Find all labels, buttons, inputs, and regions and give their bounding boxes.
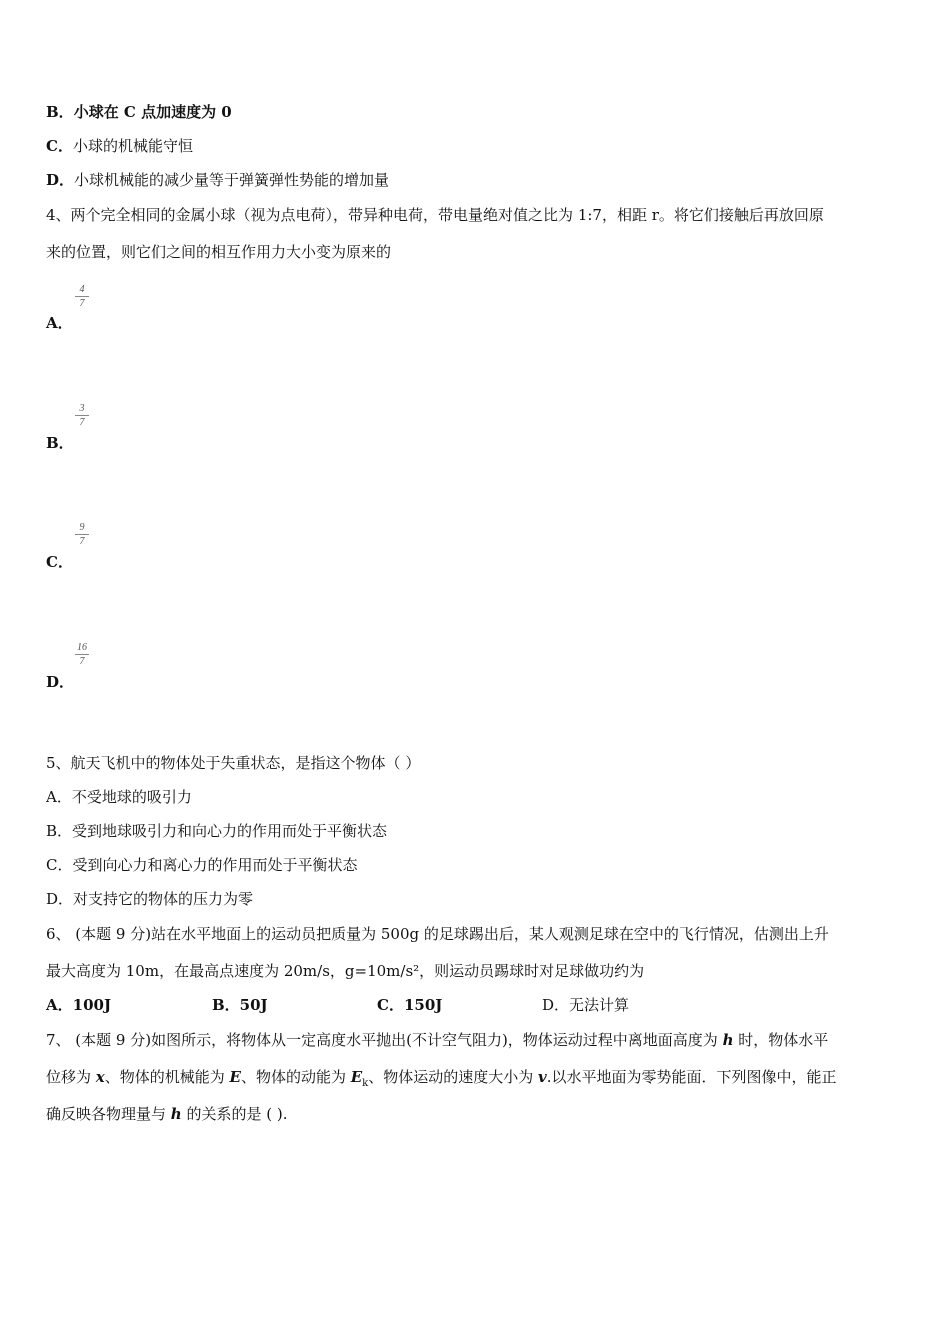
q6-option-a: A．100J (46, 996, 112, 1014)
q3-option-b (46, 102, 232, 122)
variable-e: E (229, 1068, 241, 1086)
option-label: B． (46, 103, 74, 121)
q7-text: 、物体运动的速度大小为 (368, 1068, 539, 1086)
q7-text: 时，物体水平 (733, 1031, 829, 1049)
q4-stem-line2: 来的位置，则它们之间的相互作用力大小变为原来的 (46, 243, 392, 261)
q6-stem-line1: 6、 (本题 9 分)站在水平地面上的运动员把质量为 500g 的足球踢出后，某人观测足球在空中的飞行情况，估测出上升 (46, 925, 829, 943)
variable-h: h (170, 1105, 182, 1123)
q3-option-d (46, 170, 389, 190)
q6-option-c: C．150J (377, 996, 443, 1014)
q4-option-c-fraction (72, 522, 92, 547)
fraction-denominator: 7 (79, 298, 85, 309)
variable-x: x (95, 1068, 105, 1086)
q7-text: 位移为 (46, 1068, 96, 1086)
fraction-denominator: 7 (79, 656, 85, 667)
q4-stem-line1: 4、两个完全相同的金属小球（视为点电荷），带异种电荷，带电量绝对值之比为 1:7，相距 r。将它们接触后再放回原 (46, 206, 824, 224)
q4-option-d-label: D． (46, 673, 75, 691)
fraction-denominator: 7 (79, 417, 85, 428)
q7-text: .以水平地面为零势能面．下列图像中，能正 (546, 1068, 837, 1086)
q3-option-c (46, 136, 193, 156)
fraction-numerator: 16 (77, 642, 87, 653)
q7-text: 确反映各物理量与 (46, 1105, 171, 1123)
q6-stem-line2: 最大高度为 10m，在最高点速度为 20m/s，g=10m/s²，则运动员踢球时对足球做功约为 (46, 962, 645, 980)
subscript-k: k (362, 1078, 369, 1089)
q5-option-a: A．不受地球的吸引力 (46, 788, 192, 806)
q4-option-a-fraction (72, 284, 92, 309)
q7-stem-line2 (46, 1067, 837, 1094)
q4-option-c-label: C． (46, 553, 73, 571)
q4-option-b-fraction (72, 403, 92, 428)
option-label: D． (46, 171, 75, 189)
q4-option-d-fraction (72, 642, 92, 667)
fraction-numerator: 4 (79, 284, 85, 295)
option-label: C． (46, 137, 73, 155)
q6-option-d: D．无法计算 (542, 996, 630, 1014)
fraction-numerator: 9 (79, 522, 85, 533)
q5-option-b: B．受到地球吸引力和向心力的作用而处于平衡状态 (46, 822, 388, 840)
q4-option-a-label: A． (46, 314, 73, 332)
q7-stem-line3 (46, 1104, 287, 1124)
q5-stem: 5、航天飞机中的物体处于失重状态，是指这个物体（ ） (46, 754, 421, 772)
q4-option-b-label: B． (46, 434, 74, 452)
q7-text: 、物体的机械能为 (104, 1068, 230, 1086)
q5-option-c: C．受到向心力和离心力的作用而处于平衡状态 (46, 856, 358, 874)
option-text: 小球的机械能守恒 (72, 137, 193, 155)
q5-option-d: D．对支持它的物体的压力为零 (46, 890, 254, 908)
variable-h: h (722, 1031, 734, 1049)
q7-text: 、物体的动能为 (240, 1068, 351, 1086)
option-text: 小球机械能的减少量等于弹簧弹性势能的增加量 (74, 171, 390, 189)
fraction-denominator: 7 (79, 536, 85, 547)
fraction-numerator: 3 (79, 403, 85, 414)
q6-option-b: B．50J (212, 996, 268, 1014)
q7-text: 的关系的是 ( ). (181, 1105, 288, 1123)
option-text: 小球在 C 点加速度为 0 (73, 103, 232, 121)
q7-stem-line1 (46, 1030, 828, 1050)
q7-text: 7、 (本题 9 分)如图所示，将物体从一定高度水平抛出(不计空气阻力)，物体运动过程中离地面高度为 (46, 1031, 723, 1049)
variable-v: v (538, 1068, 547, 1086)
variable-ek: E (350, 1068, 363, 1086)
